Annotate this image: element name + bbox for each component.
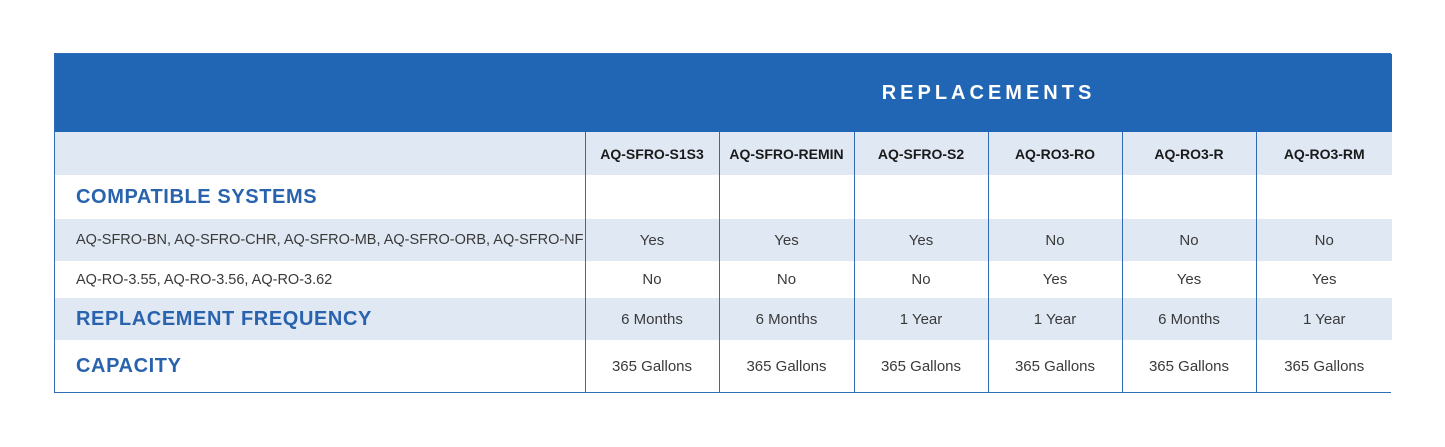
table-cell: 6 Months <box>585 298 719 340</box>
table-row <box>55 219 1392 261</box>
table-cell: 6 Months <box>719 298 854 340</box>
table-cell: No <box>854 261 988 298</box>
table-cell: 1 Year <box>1256 298 1392 340</box>
empty-cell <box>988 175 1122 219</box>
table-cell: Yes <box>719 219 854 261</box>
capacity-row <box>55 340 1392 392</box>
column-header-blank <box>55 132 585 175</box>
compatible-systems-section-row <box>55 175 1392 219</box>
column-header: AQ-SFRO-S2 <box>854 132 988 175</box>
empty-cell <box>1122 175 1256 219</box>
compatible-systems-label: COMPATIBLE SYSTEMS <box>55 175 585 219</box>
replacements-heading: REPLACEMENTS <box>585 54 1392 132</box>
column-header: AQ-RO3-RO <box>988 132 1122 175</box>
empty-cell <box>585 175 719 219</box>
table-cell: Yes <box>1122 261 1256 298</box>
table-cell: No <box>1122 219 1256 261</box>
table-cell: No <box>585 261 719 298</box>
replacement-frequency-label: REPLACEMENT FREQUENCY <box>55 298 585 340</box>
table-cell: 365 Gallons <box>719 340 854 392</box>
capacity-label: CAPACITY <box>55 340 585 392</box>
replacements-table <box>54 53 1391 393</box>
empty-cell <box>854 175 988 219</box>
table-cell: 365 Gallons <box>1122 340 1256 392</box>
row-label: AQ-RO-3.55, AQ-RO-3.56, AQ-RO-3.62 <box>55 261 585 298</box>
table-cell: Yes <box>1256 261 1392 298</box>
table-cell: No <box>988 219 1122 261</box>
table-cell: 365 Gallons <box>988 340 1122 392</box>
table-header-row <box>55 54 1392 132</box>
row-label: AQ-SFRO-BN, AQ-SFRO-CHR, AQ-SFRO-MB, AQ-SFRO-ORB, AQ-SFRO-NF <box>55 219 585 261</box>
table-cell: Yes <box>854 219 988 261</box>
table-cell: No <box>719 261 854 298</box>
empty-cell <box>1256 175 1392 219</box>
table-cell: Yes <box>585 219 719 261</box>
table-cell: 365 Gallons <box>854 340 988 392</box>
comparison-table <box>55 54 1392 392</box>
table-cell: 365 Gallons <box>1256 340 1392 392</box>
table-cell: No <box>1256 219 1392 261</box>
table-cell: Yes <box>988 261 1122 298</box>
empty-cell <box>719 175 854 219</box>
column-header: AQ-RO3-R <box>1122 132 1256 175</box>
table-cell: 1 Year <box>854 298 988 340</box>
column-header: AQ-SFRO-S1S3 <box>585 132 719 175</box>
replacement-frequency-row <box>55 298 1392 340</box>
table-row <box>55 261 1392 298</box>
table-cell: 6 Months <box>1122 298 1256 340</box>
table-cell: 365 Gallons <box>585 340 719 392</box>
column-header: AQ-SFRO-REMIN <box>719 132 854 175</box>
column-header-row <box>55 132 1392 175</box>
header-blank-cell <box>55 54 585 132</box>
column-header: AQ-RO3-RM <box>1256 132 1392 175</box>
table-cell: 1 Year <box>988 298 1122 340</box>
